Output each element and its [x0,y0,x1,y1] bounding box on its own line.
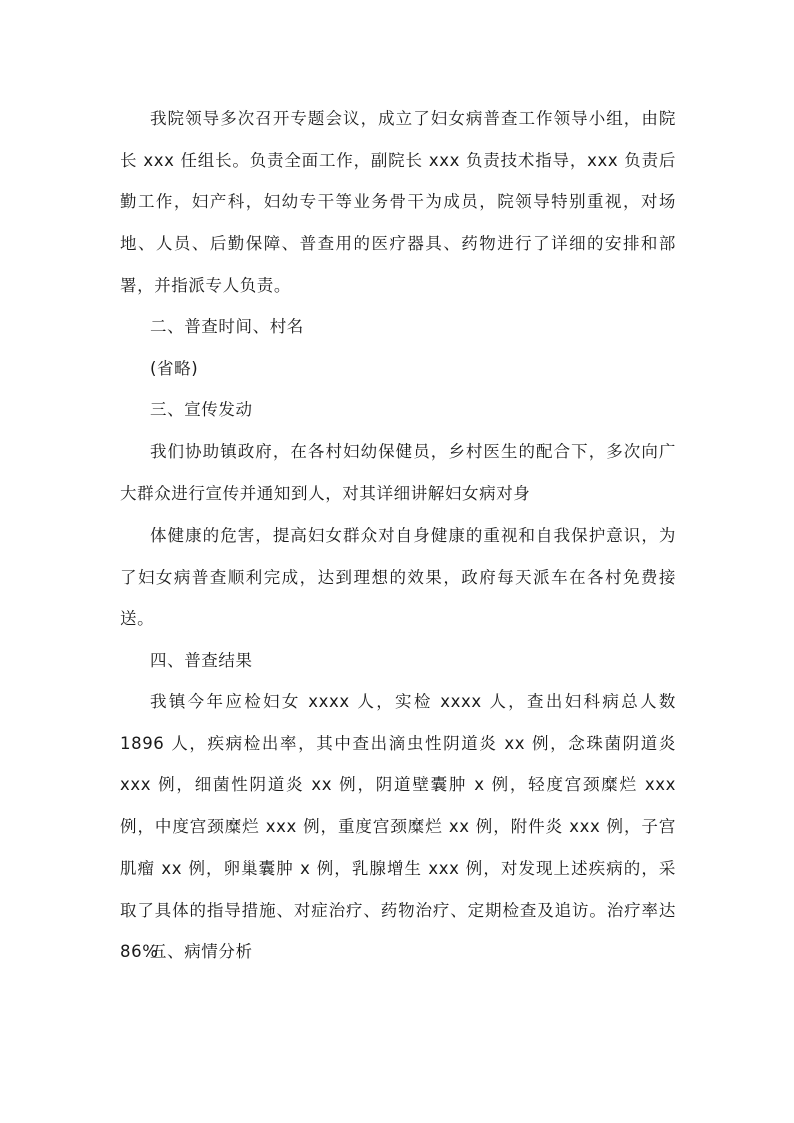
heading-publicity: 三、宣传发动 [150,400,253,419]
paragraph-results: 我镇今年应检妇女 xxxx 人，实检 xxxx 人，查出妇科病总人数 1896 人，疾病检出率，其中查出滴虫性阴道炎 xx 例，念珠菌阴道炎 xxx 例，细菌性阴道炎 xx 例，阴道壁囊肿 x 例，轻度宫颈糜烂 xxx 例，中度宫颈糜烂 xxx 例，重度宫颈糜烂 xx 例，附件炎 xxx 例，子宫肌瘤 xx 例，卵巢囊肿 x 例，乳腺增生 xxx 例，对发现上述疾病的，采取了具体的指导措施、对症治疗、药物治疗、定期检查及追访。治疗率达 86% [120,692,676,962]
paragraph-omitted: (省略) [150,359,199,378]
heading-analysis: 五、病情分析 [150,942,253,961]
paragraph-leadership: 我院领导多次召开专题会议，成立了妇女病普查工作领导小组，由院长 xxx 任组长。负责全面工作，副院长 xxx 负责技术指导，xxx 负责后勤工作，妇产科，妇幼专干等业务骨干为成员，院领导特别重视，对场地、人员、后勤保障、普查用的医疗器具、药物进行了详细的安排和部署，并指派专人负责。 [120,109,676,295]
paragraph-publicity-1: 我们协助镇政府，在各村妇幼保健员，乡村医生的配合下，多次向广大群众进行宣传并通知到人，对其详细讲解妇女病对身 [120,442,676,503]
heading-survey-time: 二、普查时间、村名 [150,317,304,336]
heading-results: 四、普查结果 [150,651,253,670]
paragraph-publicity-2: 体健康的危害，提高妇女群众对自身健康的重视和自我保护意识，为了妇女病普查顺利完成，达到理想的效果，政府每天派车在各村免费接送。 [120,526,676,629]
